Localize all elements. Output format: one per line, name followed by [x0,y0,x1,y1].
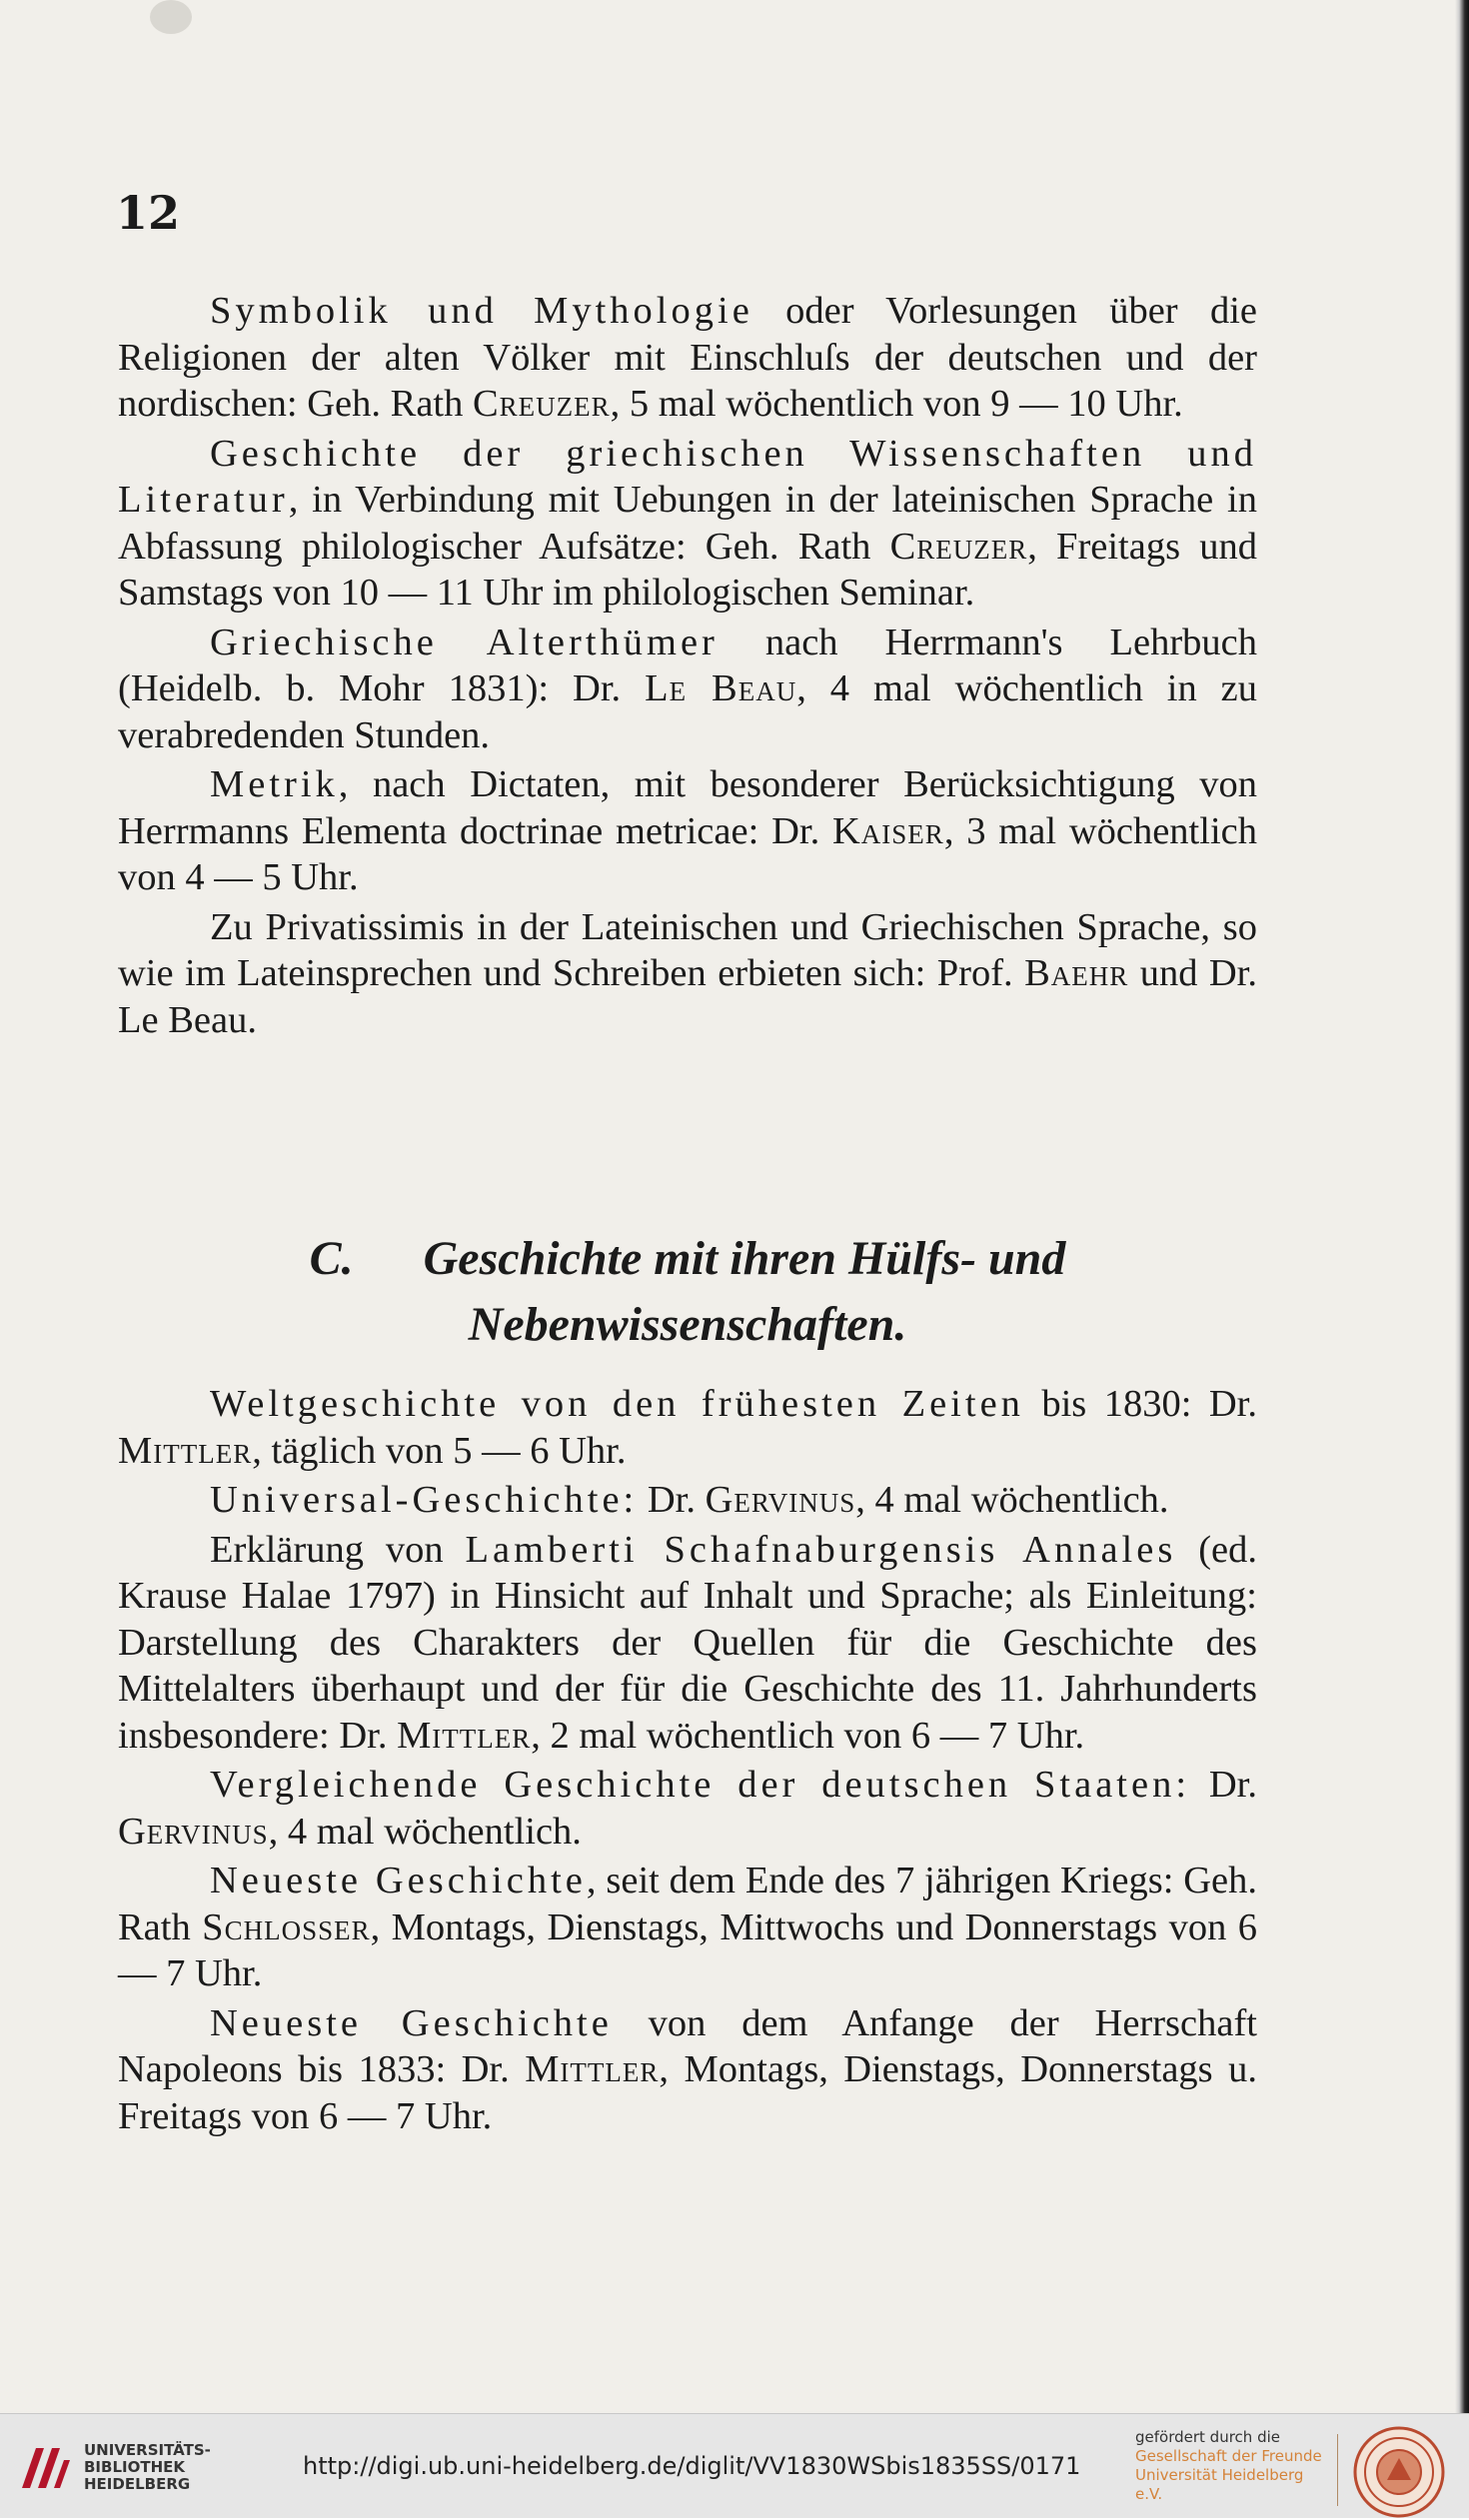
lecturer-name: Gervinus [705,1479,856,1521]
lecture-title: Neueste Geschichte [210,1860,587,1901]
paragraph-text: nach Herrmann's Lehrbuch (Heidelb. b. Mohr 1831): Dr. [118,621,1257,709]
lecturer-name: Mittler [397,1714,532,1757]
ink-smudge [150,0,192,34]
sponsor-block [1135,2428,1331,2504]
lecturer-name: Creuzer [889,525,1028,568]
lecture-title: Neueste Geschichte [210,2001,613,2044]
text-block-top [118,288,1257,1046]
digitization-footer [0,2413,1469,2518]
paragraph-tail: , Montags, Dienstags, Donnerstags u. Freitags von 6 — 7 Uhr. [118,2048,1257,2137]
paragraph-text-2: (ed. Krause Halae 1797) in Hinsicht auf Inhalt und Sprache; als Einleitung: Darstellung des Charakters der Quellen für die Geschichte des Mittelalters überhaupt und der für die Geschichte des 11. Jahrhunderts insbesondere: Dr. [118,1528,1257,1757]
paragraph-tail: , 4 mal wöchentlich in zu verabredenden Stunden. [118,667,1257,756]
paragraph-tail: , 3 mal wöchentlich von 4 — 5 Uhr. [118,809,1257,898]
paragraph-text: bis 1830: Dr. [1023,1383,1257,1425]
paragraph-text: , in Verbindung mit Uebungen in der lateinischen Sprache in Abfassung philologischer Aufsätze: Geh. Rath [118,479,1257,568]
paragraph-vergleichende [118,1762,1257,1855]
lecturer-name: Schlosser [202,1905,371,1948]
paragraph-privatissimis [118,904,1257,1044]
library-name [84,2442,211,2493]
section-title: Geschichte mit ihren Hülfs- und [423,1232,1066,1285]
section-letter: C. [309,1232,354,1285]
section-heading [118,1226,1257,1358]
section-title-line2: Nebenwissenschaften. [468,1298,907,1351]
paragraph-metrik [118,761,1257,901]
footer-divider [1337,2434,1338,2506]
sponsor-label: gefördert durch die [1135,2428,1280,2446]
paragraph-neueste-2 [118,2000,1257,2140]
lecturer-name: Creuzer [472,383,611,425]
paragraph-text: oder Vorlesungen über die Religionen der alten Völker mit Einschluſs der deutschen und der nordischen: Geh. Rath [118,290,1257,425]
paragraph-tail: , 4 mal wöchentlich. [268,1810,582,1853]
paragraph-tail: , 2 mal wöchentlich von 6 — 7 Uhr. [531,1714,1085,1757]
paragraph-tail: und Dr. Le Beau. [118,952,1258,1041]
paragraph-lamberti [118,1527,1257,1760]
page-number: 12 [116,186,181,240]
lecture-title: Griechische Alterthümer [210,621,719,663]
library-logo-icon [14,2438,74,2498]
paragraph-alterthuemer [118,620,1257,759]
library-name-line2: BIBLIOTHEK [84,2458,185,2476]
paragraph-neueste-1 [118,1858,1257,1997]
paragraph-tail: , 5 mal wöchentlich von 9 — 10 Uhr. [610,383,1183,425]
paragraph-universal [118,1477,1257,1524]
paragraph-geschichte-griechisch [118,431,1257,617]
university-seal-icon [1351,2424,1447,2520]
lecture-title: Vergleichende Geschichte der deutschen Staaten: [210,1764,1191,1806]
lecturer-name: Mittler [525,2048,660,2090]
paragraph-text: Dr. [1190,1764,1257,1806]
lecture-title: Geschichte der griechischen Wissenschaften und Literatur [118,432,1257,521]
sponsor-name-line1: Gesellschaft der Freunde [1135,2447,1322,2465]
paragraph-text: , nach Dictaten, mit besonderer Berücksichtigung von Herrmanns Elementa doctrinae metricae: Dr. [118,763,1257,852]
permalink-url[interactable]: http://digi.ub.uni-heidelberg.de/diglit/VV1830WSbis1835SS/0171 [303,2452,1081,2480]
paragraph-symbolik [118,288,1257,428]
section-heading-line1 [118,1226,1257,1292]
library-name-line1: UNIVERSITÄTS- [84,2441,211,2459]
lecturer-name: Mittler [118,1429,253,1472]
library-name-line3: HEIDELBERG [84,2475,191,2493]
paragraph-text: Zu Privatissimis in der Lateinischen und Griechischen Sprache, so wie im Lateinsprechen und Schreiben erbieten sich: Prof. [118,905,1257,994]
lecturer-name: Le Beau [645,667,797,709]
paragraph-weltgeschichte [118,1381,1257,1474]
paragraph-tail: , täglich von 5 — 6 Uhr. [252,1429,627,1472]
paragraph-text: Dr. [638,1479,706,1521]
text-block-bottom [118,1381,1257,2142]
lecture-title: Symbolik und Mythologie [210,290,753,332]
lecture-title: Lamberti Schafnaburgensis Annales [465,1528,1177,1571]
paragraph-text: von dem Anfange der Herrschaft Napoleons bis 1833: Dr. [118,2001,1257,2090]
lecture-title: Weltgeschichte von den frühesten Zeiten [210,1383,1024,1425]
page-edge-shadow [1455,0,1469,2413]
paragraph-tail: , 4 mal wöchentlich. [855,1479,1169,1521]
lecture-title: Metrik [210,763,339,805]
lecturer-name: Kaiser [832,809,944,852]
lecturer-name: Baehr [1024,952,1129,994]
paragraph-text: Erklärung von [210,1528,466,1571]
lecture-title: Universal-Geschichte: [210,1479,639,1521]
lecturer-name: Gervinus [118,1810,269,1853]
sponsor-name-line2: Universität Heidelberg e.V. [1135,2466,1304,2503]
paragraph-tail: , Freitags und Samstags von 10 — 11 Uhr im philologischen Seminar. [118,525,1257,614]
paragraph-tail: , Montags, Dienstags, Mittwochs und Donnerstags von 6 — 7 Uhr. [118,1905,1258,1994]
paragraph-text: , seit dem Ende des 7 jährigen Kriegs: Geh. Rath [118,1860,1258,1948]
